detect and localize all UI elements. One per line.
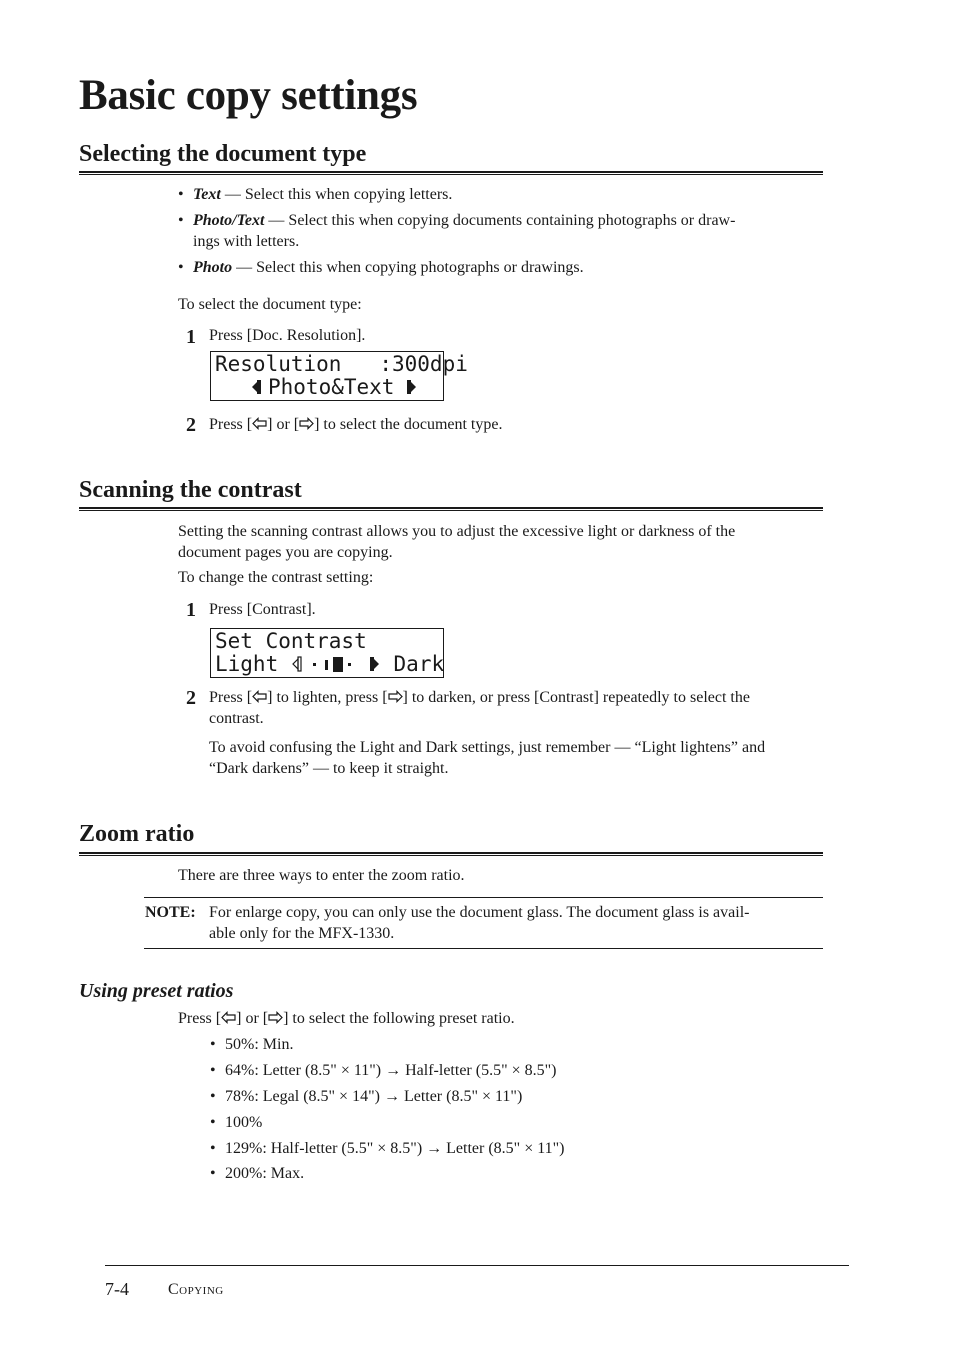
left-arrow-key-icon [252, 689, 267, 704]
section-rule [79, 507, 823, 511]
lcd-line: Resolution :300dpi [215, 352, 468, 376]
right-arrow-key-icon [388, 689, 403, 704]
subsection-heading: Using preset ratios [79, 980, 234, 1002]
footer-section-name: Copying [168, 1281, 224, 1298]
note-top-rule [144, 897, 823, 898]
page-number: 7-4 [105, 1279, 129, 1299]
right-arrow-key-icon [268, 1010, 283, 1025]
list-item: • Photo/Text — Select this when copying documents containing photographs or draw- ings with letters. [178, 212, 736, 250]
footer-rule [105, 1265, 849, 1266]
list-item: • Text — Select this when copying letters. [178, 186, 453, 203]
list-item: • Photo — Select this when copying photographs or drawings. [178, 259, 584, 276]
list-item: • 64%: Letter (8.5" × 11") → Half-letter (5.5" × 8.5") [210, 1062, 557, 1079]
right-arrow-key-icon [299, 416, 314, 431]
lcd-line: Light Dark [215, 652, 445, 676]
step-number: 1 [186, 599, 196, 621]
page-title: Basic copy settings [79, 72, 418, 119]
hollow-arrow-left-icon [291, 655, 303, 673]
arrow-left-icon [251, 379, 262, 395]
instruction-intro: To select the document type: [178, 296, 362, 313]
instruction-intro: To change the contrast setting: [178, 569, 374, 586]
section-rule [79, 171, 823, 175]
left-arrow-key-icon [221, 1010, 236, 1025]
arrow-right-icon [406, 379, 417, 395]
section-heading-document-type: Selecting the document type [79, 141, 367, 167]
note-text: For enlarge copy, you can only use the document glass. The document glass is avail- able only for the MFX-1330. [209, 904, 750, 942]
step-text: Press [Contrast]. [209, 601, 316, 618]
step-number: 2 [186, 687, 196, 709]
arrow-right-icon [369, 655, 381, 673]
list-item: • 129%: Half-letter (5.5" × 8.5") → Letter (8.5" × 11") [210, 1140, 565, 1157]
list-item: • 100% [210, 1114, 263, 1131]
instruction-text: Press [ ] or [ ] to select the following preset ratio. [178, 1010, 515, 1027]
contrast-level-bar [303, 655, 369, 673]
section-rule [79, 852, 823, 856]
lcd-line: Set Contrast [215, 629, 367, 653]
note-label: NOTE: [145, 904, 196, 921]
note-bottom-rule [144, 948, 823, 949]
step-text: Press [ ] or [ ] to select the document type. [209, 416, 503, 433]
step-number: 2 [186, 414, 196, 436]
lcd-display-contrast [210, 628, 444, 678]
step-text: Press [ ] to lighten, press [ ] to darken, or press [Contrast] repeatedly to select the contrast. [209, 689, 750, 727]
step-number: 1 [186, 326, 196, 348]
section-heading-contrast: Scanning the contrast [79, 477, 302, 503]
lcd-display-resolution [210, 351, 468, 401]
list-item: • 50%: Min. [210, 1036, 294, 1053]
section-heading-zoom: Zoom ratio [79, 821, 195, 847]
list-item: • 78%: Legal (8.5" × 14") → Letter (8.5" × 11") [210, 1088, 523, 1105]
lcd-line: Photo&Text [215, 376, 439, 399]
left-arrow-key-icon [252, 416, 267, 431]
paragraph: Setting the scanning contrast allows you to adjust the excessive light or darkness of the document pages you are copying. [178, 523, 736, 561]
paragraph: There are three ways to enter the zoom ratio. [178, 867, 465, 884]
list-item: • 200%: Max. [210, 1165, 305, 1182]
tip-paragraph: To avoid confusing the Light and Dark settings, just remember — “Light lightens” and “Dark darkens” — to keep it straight. [209, 739, 766, 777]
step-text: Press [Doc. Resolution]. [209, 327, 366, 344]
